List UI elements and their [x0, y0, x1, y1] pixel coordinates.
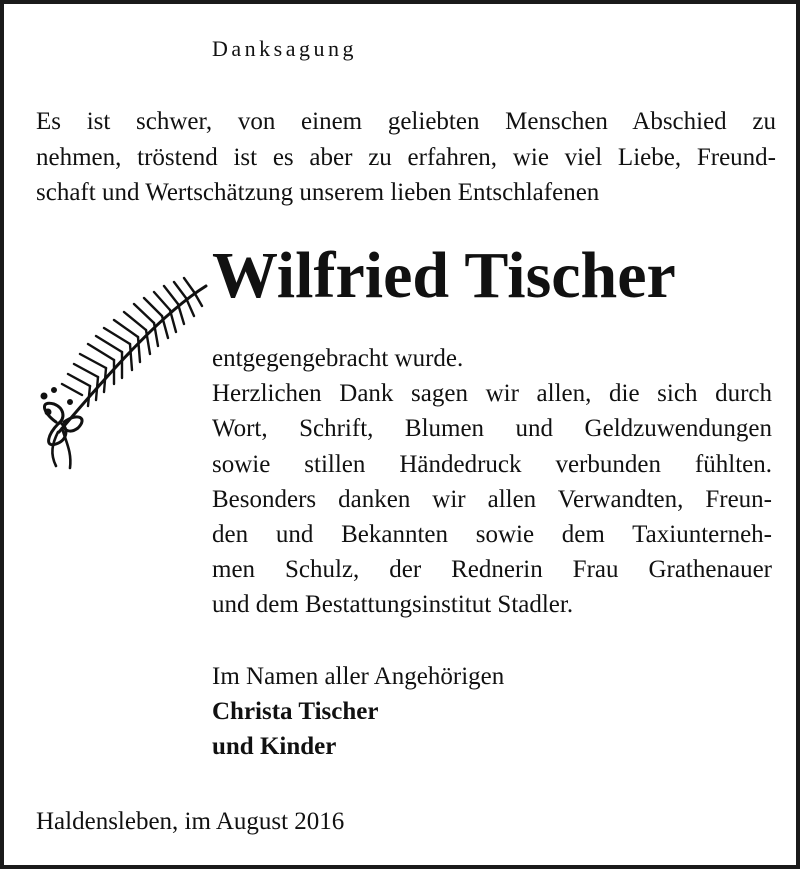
signature-block — [212, 659, 504, 764]
body-line: men Schulz, der Rednerin Frau Grathenauer — [212, 556, 772, 584]
place-date: Haldensleben, im August 2016 — [36, 808, 345, 835]
body-line: den und Bekannten sowie dem Taxiunterneh- — [212, 521, 772, 549]
notice-heading: Danksagung — [212, 36, 357, 61]
deceased-name: Wilfried Tischer — [212, 239, 676, 312]
intro-line: schaft und Wertschätzung unserem lieben Entschlafenen — [36, 179, 600, 206]
intro-paragraph — [36, 104, 776, 211]
signature-name: Christa Tischer — [212, 698, 379, 725]
body-line: Wort, Schrift, Blumen und Geldzuwendungen — [212, 415, 772, 443]
body-line: entgegengebracht wurde. — [212, 345, 464, 372]
intro-line: nehmen, tröstend ist es aber zu erfahren, wie viel Liebe, Freund- — [36, 143, 776, 171]
body-line: Herzlichen Dank sagen wir allen, die sich durch — [212, 380, 772, 408]
intro-line: Es ist schwer, von einem geliebten Menschen Abschied zu — [36, 108, 776, 135]
signature-family: und Kinder — [212, 733, 337, 760]
palm-branch-icon — [34, 272, 219, 472]
body-line: Besonders danken wir allen Verwandten, Freun- — [212, 485, 772, 513]
body-line: und dem Bestattungsinstitut Stadler. — [212, 591, 574, 619]
thanks-paragraph — [212, 341, 772, 623]
body-line: sowie stillen Händedruck verbunden fühlten. — [212, 450, 772, 478]
signature-intro: Im Namen aller Angehörigen — [212, 663, 505, 690]
